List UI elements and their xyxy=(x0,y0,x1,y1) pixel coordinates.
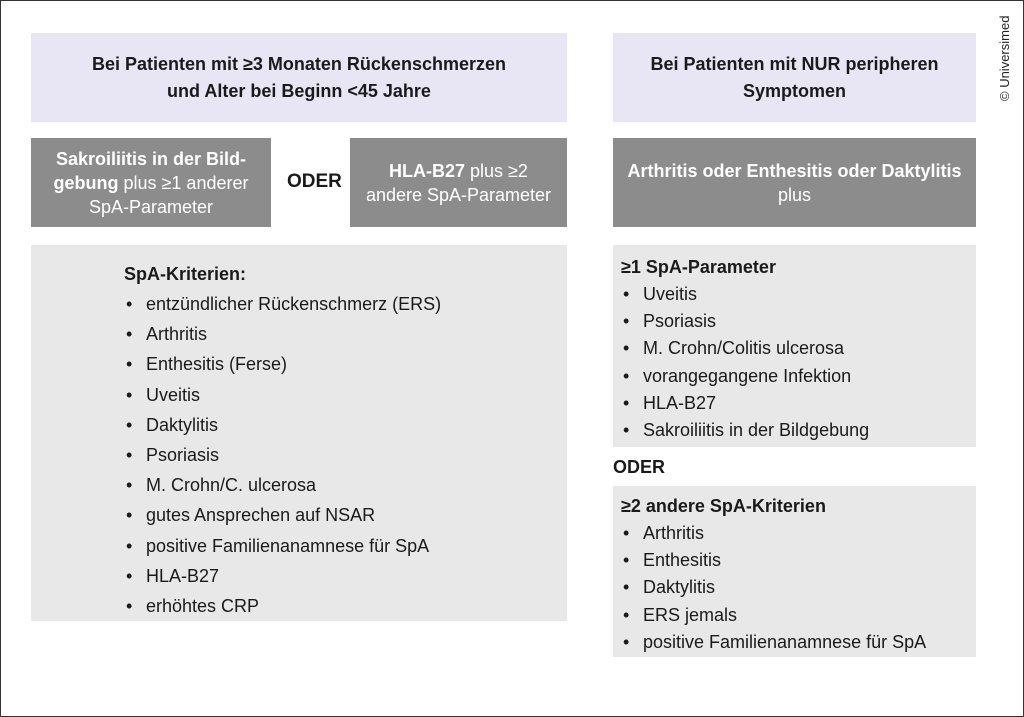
spa-criteria-list xyxy=(124,289,567,621)
list-item: • Uveitis xyxy=(621,281,976,308)
list-item: • Daktylitis xyxy=(124,410,567,440)
left-header-line1: Bei Patienten mit ≥3 Monaten Rückenschmerzen xyxy=(92,53,506,74)
oder-label-top: ODER xyxy=(287,171,342,192)
list-item: • erhöhtes CRP xyxy=(124,591,567,621)
right-header-line2: Symptomen xyxy=(742,80,847,101)
spa-parameter-title: ≥1 SpA-Parameter xyxy=(621,257,776,277)
left-header-line2: und Alter bei Beginn <45 Jahre xyxy=(167,80,431,101)
list-item: • ERS jemals xyxy=(621,602,976,629)
list-item: • Uveitis xyxy=(124,380,567,410)
list-item: • positive Familienanamnese für SpA xyxy=(621,629,976,656)
list-item: • HLA-B27 xyxy=(124,561,567,591)
list-item: • entzündlicher Rückenschmerz (ERS) xyxy=(124,289,567,319)
list-item: • Enthesitis (Ferse) xyxy=(124,349,567,379)
list-item: • Arthritis xyxy=(621,520,976,547)
sacroiliitis-box-line3: SpA-Parameter xyxy=(88,196,214,217)
list-item: • Enthesitis xyxy=(621,547,976,574)
hla-b27-box-bold: HLA-B27 xyxy=(389,160,466,181)
spa-criteria-right-list xyxy=(621,520,976,656)
left-header xyxy=(31,33,567,122)
sacroiliitis-box-line2-bold: gebung xyxy=(53,172,119,193)
sacroiliitis-box xyxy=(31,138,271,227)
list-item: • M. Crohn/C. ulcerosa xyxy=(124,470,567,500)
hla-b27-box xyxy=(350,138,567,227)
spa-criteria-right-title: ≥2 andere SpA-Kriterien xyxy=(621,496,826,516)
arthritis-box-line2: plus xyxy=(777,184,811,205)
list-item: • Daktylitis xyxy=(621,574,976,601)
list-item: • positive Familienanamnese für SpA xyxy=(124,531,567,561)
copyright-notice: © Universimed xyxy=(997,15,1012,101)
list-item: • Sakroiliitis in der Bildgebung xyxy=(621,417,976,444)
spa-criteria-title: SpA-Kriterien: xyxy=(124,264,247,284)
arthritis-box-line1: Arthritis oder Enthesitis oder Daktylitis xyxy=(627,160,962,181)
list-item: • M. Crohn/Colitis ulcerosa xyxy=(621,335,976,362)
list-item: • Arthritis xyxy=(124,319,567,349)
right-header xyxy=(613,33,976,122)
hla-b27-box-line2: andere SpA-Parameter xyxy=(365,184,552,205)
right-header-line1: Bei Patienten mit NUR peripheren xyxy=(650,53,939,74)
oder-label-right: ODER xyxy=(613,457,666,477)
sacroiliitis-box-line1: Sakroiliitis in der Bild- xyxy=(55,148,247,169)
spa-criteria-right-panel xyxy=(613,486,976,657)
spa-parameter-list xyxy=(621,281,976,444)
list-item: • vorangegangene Infektion xyxy=(621,363,976,390)
list-item: • Psoriasis xyxy=(621,308,976,335)
hla-b27-box-rest: plus ≥2 xyxy=(465,160,528,181)
sacroiliitis-box-line2-rest: plus ≥1 anderer xyxy=(118,172,249,193)
arthritis-box xyxy=(613,138,976,227)
list-item: • Psoriasis xyxy=(124,440,567,470)
list-item: • HLA-B27 xyxy=(621,390,976,417)
spa-parameter-panel xyxy=(613,245,976,447)
spa-criteria-panel xyxy=(31,245,567,621)
list-item: • gutes Ansprechen auf NSAR xyxy=(124,500,567,530)
